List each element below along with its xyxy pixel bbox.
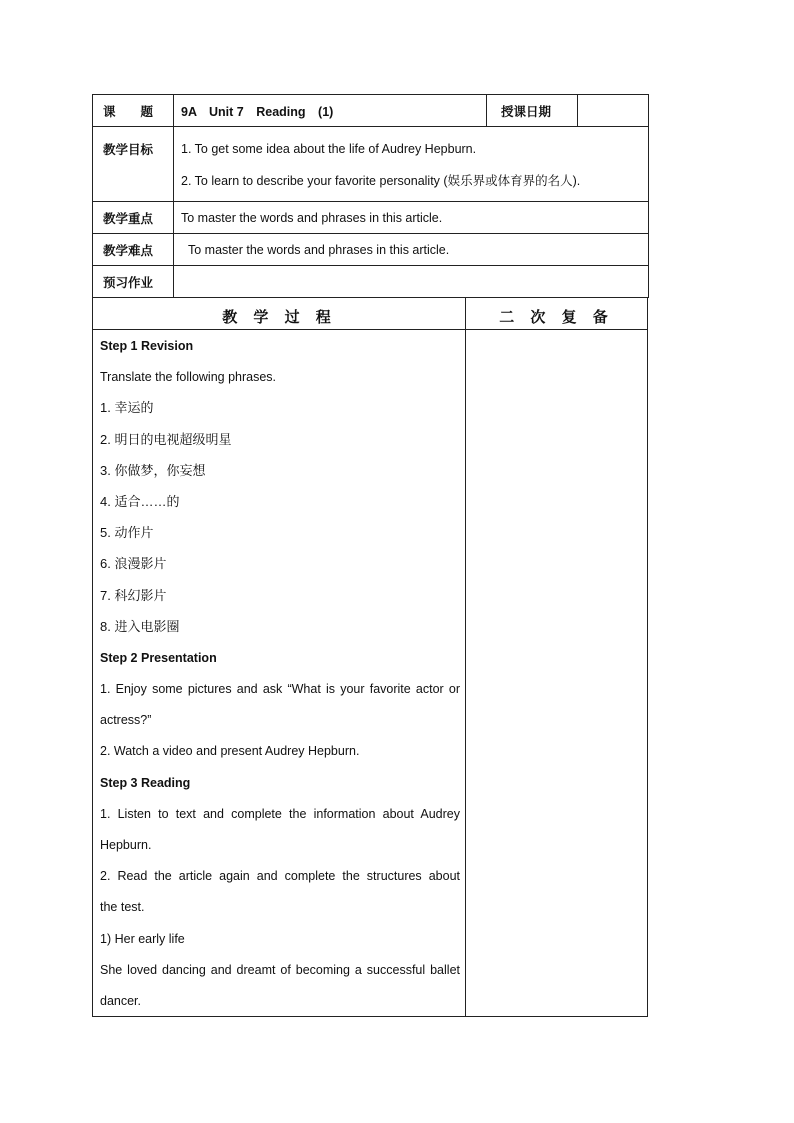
process-line: dancer. <box>100 993 142 1008</box>
process-header-cell <box>92 297 466 330</box>
date-label: 授课日期 <box>487 95 578 127</box>
difficulties-value: To master the words and phrases in this article. <box>174 234 649 266</box>
key-points-label: 教学重点 <box>93 202 174 234</box>
process-line: 2. Read the article again and complete the structures about <box>100 869 460 884</box>
process-line: 1) Her early life <box>100 931 185 946</box>
goals-label: 教学目标 <box>93 127 174 202</box>
process-line: 1. Enjoy some pictures and ask “What is your favorite actor or <box>100 682 460 697</box>
revision-notes-area[interactable] <box>465 329 648 1017</box>
goals-list <box>174 127 649 202</box>
difficulties-row <box>93 234 649 266</box>
revision-header-cell <box>465 297 648 330</box>
process-line: 1. Listen to text and complete the information about Audrey <box>100 806 460 821</box>
process-line: 1. 幸运的 <box>100 400 154 416</box>
process-header: 教 学 过 程 <box>222 309 337 326</box>
process-lines <box>100 337 460 1023</box>
homework-label: 预习作业 <box>93 266 174 298</box>
step-heading: Step 3 Reading <box>100 775 191 790</box>
step-heading: Step 2 Presentation <box>100 650 217 665</box>
goals-row <box>93 127 649 202</box>
topic-row <box>93 95 649 127</box>
process-line: 6. 浪漫影片 <box>100 556 167 572</box>
step-heading: Step 1 Revision <box>100 339 194 353</box>
process-line: 5. 动作片 <box>100 525 154 541</box>
process-content <box>92 329 466 1017</box>
process-line: 2. 明日的电视超级明星 <box>100 431 232 447</box>
goal-item-1: 1. To get some idea about the life of Audrey Hepburn. <box>181 142 477 156</box>
difficulties-label: 教学难点 <box>93 234 174 266</box>
date-value[interactable] <box>578 95 649 127</box>
process-line: Hepburn. <box>100 838 152 852</box>
process-line: the test. <box>100 900 145 915</box>
homework-value[interactable] <box>174 266 649 298</box>
teaching-process-section <box>92 297 648 1017</box>
process-line: 8. 进入电影圈 <box>100 618 180 634</box>
key-points-row <box>93 202 649 234</box>
lesson-info-table <box>92 94 649 298</box>
process-line: 7. 科幻影片 <box>100 587 167 603</box>
revision-header: 二 次 复 备 <box>499 309 614 326</box>
topic-label: 课 题 <box>93 95 174 127</box>
process-line: 2. Watch a video and present Audrey Hepburn. <box>100 744 360 759</box>
process-line: actress?” <box>100 713 152 728</box>
process-line: 3. 你做梦，你妄想 <box>100 462 206 478</box>
lesson-plan-sheet <box>92 94 648 1017</box>
process-line: She loved dancing and dreamt of becoming a successful ballet <box>100 962 460 977</box>
topic-value: 9A Unit 7 Reading (1) <box>174 95 487 127</box>
homework-row <box>93 266 649 298</box>
goal-item-2: 2. To learn to describe your favorite personality (娱乐界或体育界的名人). <box>181 174 581 188</box>
process-line: Translate the following phrases. <box>100 370 277 385</box>
process-line: 4. 适合……的 <box>100 493 180 509</box>
key-points-value: To master the words and phrases in this article. <box>174 202 649 234</box>
